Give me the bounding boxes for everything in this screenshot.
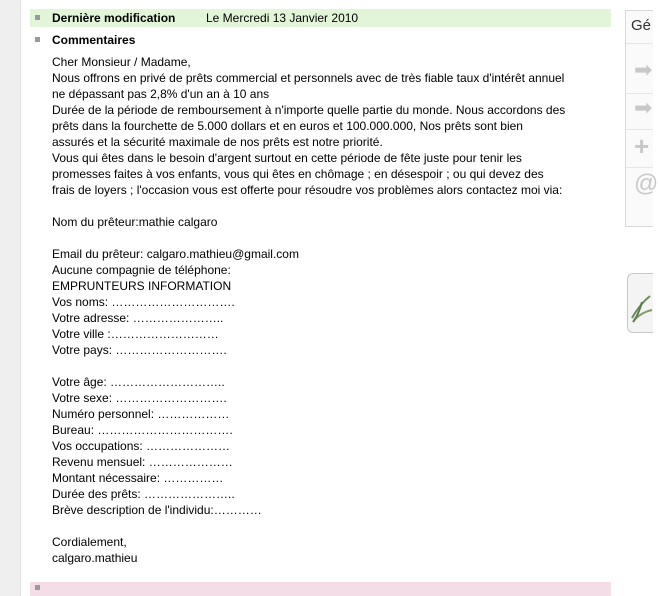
right-actions-panel (625, 10, 658, 227)
panel-divider (626, 43, 653, 44)
arrow-right-icon[interactable]: ➡ (634, 95, 653, 120)
next-section-row (30, 582, 611, 596)
panel-divider (626, 93, 653, 94)
plant-thumbnail-card[interactable] (627, 273, 653, 333)
plus-icon[interactable]: + (634, 131, 650, 161)
modification-label: Dernière modification (52, 11, 176, 25)
next-section-bullet-icon (35, 585, 40, 590)
comment-body: Cher Monsieur / Madame, Nous offrons en privé de prêts commercial et personnels avec de très fiable taux d'intérêt annuel ne dépassant pas 2,8% d'un an à 10 ans Durée de la période de remboursement à n'importe quelle partie du monde. Nous accordons des prêts dans la fourchette de 5.000 dollars et en euros et 100.000.000, Nos prêts sont bien assurés et la sécurité maximale de nos prêts est notre priorité. Vous qui êtes dans le besoin d'argent surtout en cette période de fête juste pour tenir les promesses faites à vos enfants, vous qui êtes en chômage ; en désespoir ; ou qui devez des frais de loyers ; l'occasion vous est offerte pour résoudre vos problèmes alors contactez moi via: Nom du prêteur:mathie calgaro Email du prêteur: calgaro.mathieu@gmail.com Aucune compagnie de téléphone: EMPRUNTEURS INFORMATION Vos noms: …………………………. Votre adresse: ………………….. Votre ville :……………………… Votre pays: ………………………. Votre âge: ……………………….. Votre sexe: ………………………. Numéro personnel: ……………… Bureau: ……………………………. Vos occupations: ………………… Revenu mensuel: ………………… Montant nécessaire: …………… Durée des prêts: ………………….. Brève description de l'individu:………… Cordialement, calgaro.mathieu (52, 55, 566, 565)
modification-date: Le Mercredi 13 Janvier 2010 (206, 11, 359, 25)
comments-bullet-icon (35, 37, 40, 42)
panel-divider (626, 167, 653, 168)
panel-title: Gé (631, 17, 652, 34)
comments-label: Commentaires (52, 33, 136, 47)
panel-divider (626, 129, 653, 130)
at-sign-icon[interactable]: @ (634, 170, 658, 197)
left-sidebar-strip (0, 0, 21, 596)
modification-bullet-icon (35, 15, 40, 20)
arrow-right-icon[interactable]: ➡ (634, 57, 653, 82)
plant-icon (628, 274, 653, 332)
